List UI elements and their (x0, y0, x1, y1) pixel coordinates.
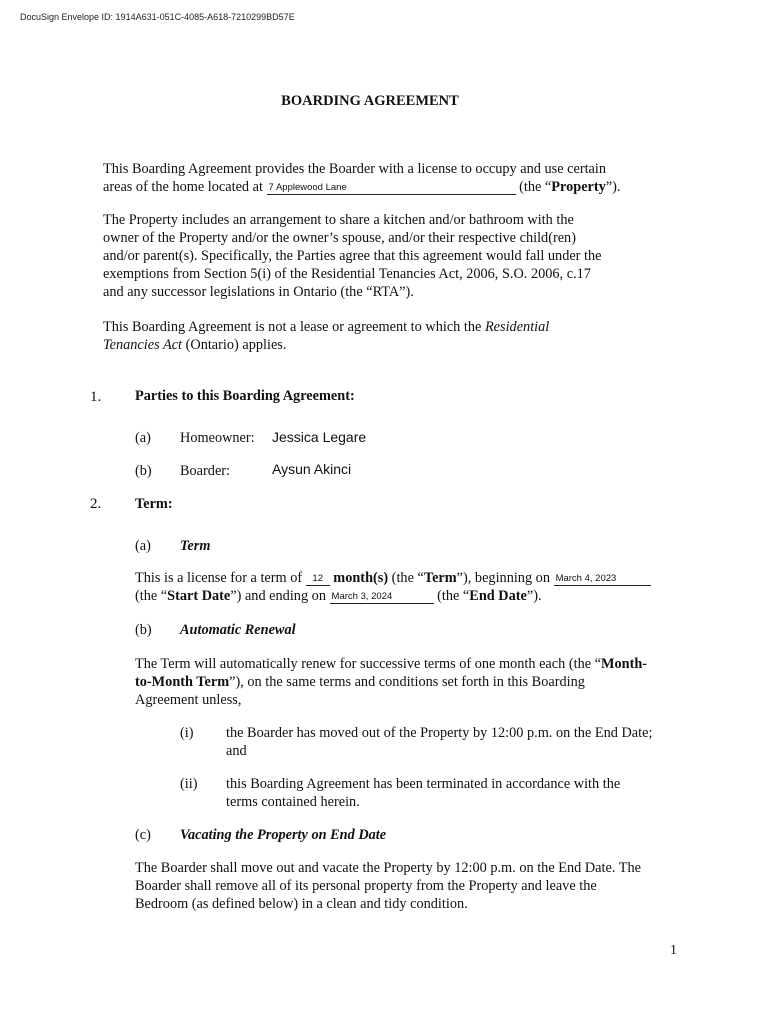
renewal-line-2 (135, 673, 647, 691)
homeowner-name-field[interactable]: Jessica Legare (272, 429, 367, 445)
section-1-number: 1. (90, 389, 102, 405)
section-1-b-label: (b) (135, 463, 152, 479)
term-text: (the “ (433, 588, 470, 604)
renewal-item-i-line: and (226, 743, 247, 759)
end-date-term: End Date (469, 588, 527, 604)
term-paragraph (135, 569, 651, 605)
document-title: BOARDING AGREEMENT (281, 93, 459, 109)
intro-p1-line2-pre: areas of the home located at (103, 179, 263, 195)
intro-p1-line1: This Boarding Agreement provides the Boarder with a license to occupy and use certain (103, 161, 607, 177)
section-2-number: 2. (90, 496, 102, 512)
term-subheading: Term (180, 538, 211, 554)
intro-p2-line: and any successor legislations in Ontario (the “RTA”). (103, 284, 414, 300)
intro-p3-line1 (103, 318, 549, 336)
vacating-paragraph (135, 859, 641, 913)
renewal-line-3: Agreement unless, (135, 692, 242, 708)
vacating-line: The Boarder shall move out and vacate the Property by 12:00 p.m. on the End Date. The (135, 860, 641, 876)
start-date-field[interactable]: March 4, 2023 (554, 573, 651, 586)
renewal-item-i-text (226, 724, 652, 760)
term-line-2 (135, 587, 651, 605)
property-term: Property (551, 179, 606, 195)
renewal-line-1 (135, 655, 647, 673)
renewal-item-ii-line: this Boarding Agreement has been terminated in accordance with the (226, 776, 621, 792)
intro-p3-text: This Boarding Agreement is not a lease or agreement to which the (103, 319, 485, 335)
term-line-1 (135, 569, 651, 587)
intro-paragraph-2 (103, 211, 602, 301)
term-text: (the “ (135, 588, 168, 604)
automatic-renewal-subheading: Automatic Renewal (180, 622, 296, 638)
vacating-line: Boarder shall remove all of its personal property from the Property and leave the (135, 878, 597, 894)
month-to-month-term: to-Month Term (135, 674, 230, 690)
section-1-a-label: (a) (135, 430, 151, 446)
intro-p1-line2-post-a: (the “ (519, 179, 552, 195)
term-text: (the “ (388, 570, 424, 586)
end-date-field[interactable]: March 3, 2024 (330, 591, 434, 604)
docusign-envelope-id: DocuSign Envelope ID: 1914A631-051C-4085-A618-7210299BD57E (20, 12, 295, 22)
rta-title-italic: Residential (484, 319, 550, 335)
boarder-name-field[interactable]: Aysun Akinci (272, 461, 352, 477)
intro-paragraph-1 (103, 160, 621, 196)
page-number: 1 (670, 943, 677, 958)
term-text: ”), beginning on (456, 570, 554, 586)
intro-paragraph-3 (103, 318, 549, 354)
intro-p2-line: exemptions from Section 5(i) of the Residential Tenancies Act, 2006, S.O. 2006, c.17 (103, 266, 591, 282)
term-text: This is a license for a term of (135, 570, 306, 586)
section-2-b-label: (b) (135, 622, 152, 638)
renewal-item-ii-label: (ii) (180, 776, 198, 792)
intro-p3-text: (Ontario) applies. (182, 337, 287, 353)
months-term: month(s) (333, 570, 389, 586)
term-text: ”). (526, 588, 542, 604)
renewal-item-i-label: (i) (180, 725, 194, 741)
section-2-heading: Term: (135, 496, 173, 512)
renewal-text: ”), on the same terms and conditions set forth in this Boarding (229, 674, 585, 690)
intro-p2-line: The Property includes an arrangement to share a kitchen and/or bathroom with the (103, 212, 574, 228)
term-text: ”) and ending on (230, 588, 330, 604)
property-address-field[interactable]: 7 Applewood Lane (267, 182, 516, 195)
section-1-heading: Parties to this Boarding Agreement: (135, 388, 355, 404)
intro-p1-line2 (103, 178, 621, 196)
month-to-month-term: Month- (601, 656, 648, 672)
vacating-line: Bedroom (as defined below) in a clean and tidy condition. (135, 896, 468, 912)
section-2-c-label: (c) (135, 827, 151, 843)
rta-title-italic: Tenancies Act (103, 337, 183, 353)
section-2-a-label: (a) (135, 538, 151, 554)
term-months-field[interactable]: 12 (306, 573, 330, 586)
renewal-paragraph (135, 655, 647, 709)
intro-p2-line: and/or parent(s). Specifically, the Parties agree that this agreement would fall under the (103, 248, 602, 264)
intro-p2-line: owner of the Property and/or the owner’s spouse, and/or their respective child(ren) (103, 230, 576, 246)
vacating-subheading: Vacating the Property on End Date (180, 827, 387, 843)
homeowner-label: Homeowner: (180, 430, 255, 446)
intro-p3-line2 (103, 336, 549, 354)
start-date-term: Start Date (167, 588, 231, 604)
renewal-item-ii-text (226, 775, 620, 811)
renewal-item-ii-line: terms contained herein. (226, 794, 360, 810)
boarder-label: Boarder: (180, 463, 231, 479)
term-defined: Term (423, 570, 457, 586)
intro-p1-line2-post-b: ”). (605, 179, 621, 195)
renewal-item-i-line: the Boarder has moved out of the Property by 12:00 p.m. on the End Date; (226, 725, 653, 741)
renewal-text: The Term will automatically renew for successive terms of one month each (the “ (135, 656, 601, 672)
